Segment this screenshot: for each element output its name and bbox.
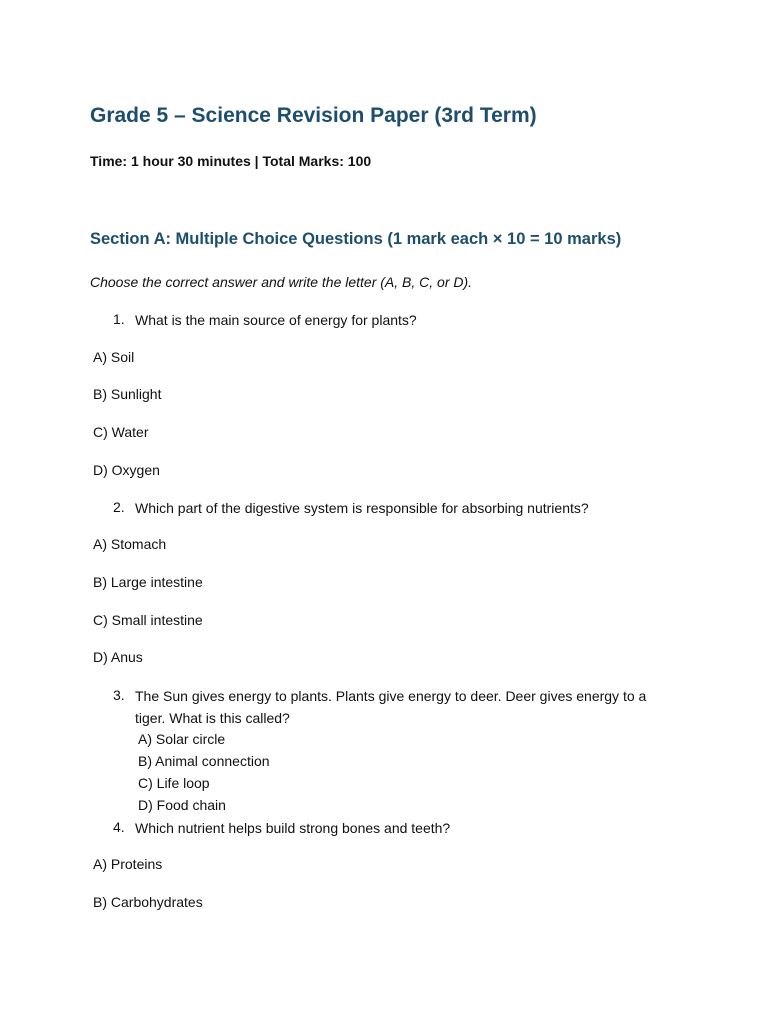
question-3-number: 3. bbox=[113, 687, 125, 703]
question-3-option-d: D) Food chain bbox=[138, 797, 226, 813]
question-2-number: 2. bbox=[113, 499, 125, 515]
question-1-option-a: A) Soil bbox=[93, 349, 135, 365]
question-3-text-line-1: The Sun gives energy to plants. Plants give energy to deer. Deer gives energy to a bbox=[135, 688, 647, 704]
section-a-heading: Section A: Multiple Choice Questions (1 mark each × 10 = 10 marks) bbox=[90, 230, 622, 248]
question-2-option-c: C) Small intestine bbox=[93, 612, 203, 628]
question-1-option-d: D) Oxygen bbox=[93, 462, 160, 478]
question-1-option-c: C) Water bbox=[93, 424, 149, 440]
question-1-text: What is the main source of energy for plants? bbox=[135, 312, 417, 328]
section-a-instructions: Choose the correct answer and write the letter (A, B, C, or D). bbox=[90, 274, 473, 290]
question-2-option-b: B) Large intestine bbox=[93, 574, 203, 590]
question-3-option-a: A) Solar circle bbox=[138, 731, 226, 747]
question-2-option-d: D) Anus bbox=[93, 649, 143, 665]
question-4-option-b: B) Carbohydrates bbox=[93, 894, 203, 910]
question-3-text-line-2: tiger. What is this called? bbox=[135, 710, 290, 726]
exam-meta: Time: 1 hour 30 minutes | Total Marks: 100 bbox=[90, 153, 372, 169]
page-title: Grade 5 – Science Revision Paper (3rd Term) bbox=[90, 104, 537, 127]
question-4-text: Which nutrient helps build strong bones and teeth? bbox=[135, 820, 451, 836]
question-2-option-a: A) Stomach bbox=[93, 536, 167, 552]
question-4-option-a: A) Proteins bbox=[93, 856, 163, 872]
question-2-text: Which part of the digestive system is responsible for absorbing nutrients? bbox=[135, 500, 589, 516]
question-1-option-b: B) Sunlight bbox=[93, 386, 162, 402]
question-3-option-b: B) Animal connection bbox=[138, 753, 270, 769]
question-4-number: 4. bbox=[113, 819, 125, 835]
question-1-number: 1. bbox=[113, 311, 125, 327]
question-3-option-c: C) Life loop bbox=[138, 775, 210, 791]
